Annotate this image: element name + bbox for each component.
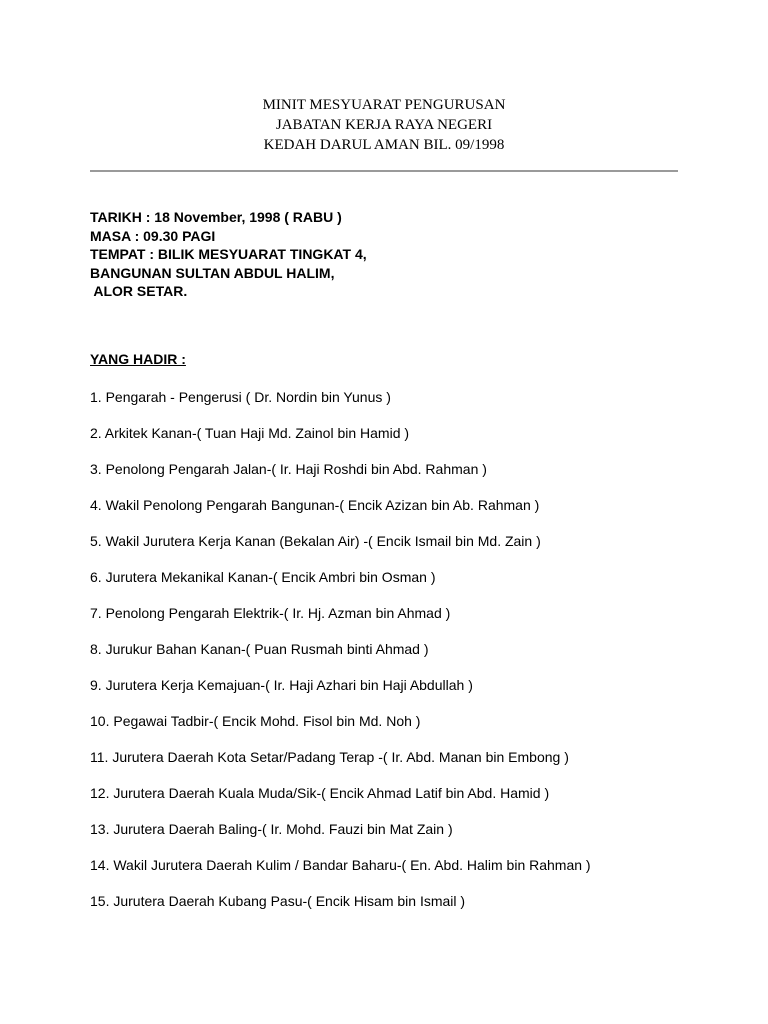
attendee-item: 1. Pengarah - Pengerusi ( Dr. Nordin bin Yunus )	[90, 389, 391, 405]
attendee-item: 3. Penolong Pengarah Jalan-( Ir. Haji Roshdi bin Abd. Rahman )	[90, 461, 487, 477]
meeting-details	[90, 208, 367, 301]
meeting-venue-line-2: BANGUNAN SULTAN ABDUL HALIM,	[90, 264, 335, 281]
attendee-item: 9. Jurutera Kerja Kemajuan-( Ir. Haji Azhari bin Haji Abdullah )	[90, 677, 473, 693]
meeting-time: MASA : 09.30 PAGI	[90, 227, 216, 244]
attendee-item: 14. Wakil Jurutera Daerah Kulim / Bandar Baharu-( En. Abd. Halim bin Rahman )	[90, 857, 591, 873]
attendee-item: 11. Jurutera Daerah Kota Setar/Padang Terap -( Ir. Abd. Manan bin Embong )	[90, 749, 569, 765]
horizontal-divider	[90, 170, 678, 172]
attendee-item: 8. Jurukur Bahan Kanan-( Puan Rusmah binti Ahmad )	[90, 641, 429, 657]
title-line-1: MINIT MESYUARAT PENGURUSAN	[262, 97, 506, 113]
attendee-item: 13. Jurutera Daerah Baling-( Ir. Mohd. Fauzi bin Mat Zain )	[90, 821, 453, 837]
title-line-3: KEDAH DARUL AMAN BIL. 09/1998	[263, 137, 505, 153]
meeting-venue-line-1: TEMPAT : BILIK MESYUARAT TINGKAT 4,	[90, 246, 367, 262]
attendee-item: 10. Pegawai Tadbir-( Encik Mohd. Fisol bin Md. Noh )	[90, 713, 421, 729]
attendee-item: 4. Wakil Penolong Pengarah Bangunan-( Encik Azizan bin Ab. Rahman )	[90, 497, 540, 513]
title-line-2: JABATAN KERJA RAYA NEGERI	[275, 117, 493, 133]
attendee-item: 2. Arkitek Kanan-( Tuan Haji Md. Zainol bin Hamid )	[90, 425, 410, 441]
document-title	[0, 95, 768, 155]
meeting-venue-line-3: ALOR SETAR.	[90, 283, 188, 299]
attendees-heading: YANG HADIR :	[90, 351, 186, 367]
attendee-item: 12. Jurutera Daerah Kuala Muda/Sik-( Encik Ahmad Latif bin Abd. Hamid )	[90, 785, 550, 801]
attendee-item: 15. Jurutera Daerah Kubang Pasu-( Encik Hisam bin Ismail )	[90, 893, 466, 909]
attendees-list	[90, 388, 591, 928]
attendee-item: 5. Wakil Jurutera Kerja Kanan (Bekalan Air) -( Encik Ismail bin Md. Zain )	[90, 533, 541, 549]
meeting-date: TARIKH : 18 November, 1998 ( RABU )	[90, 209, 342, 225]
attendee-item: 6. Jurutera Mekanikal Kanan-( Encik Ambri bin Osman )	[90, 569, 436, 585]
attendee-item: 7. Penolong Pengarah Elektrik-( Ir. Hj. Azman bin Ahmad )	[90, 605, 451, 621]
